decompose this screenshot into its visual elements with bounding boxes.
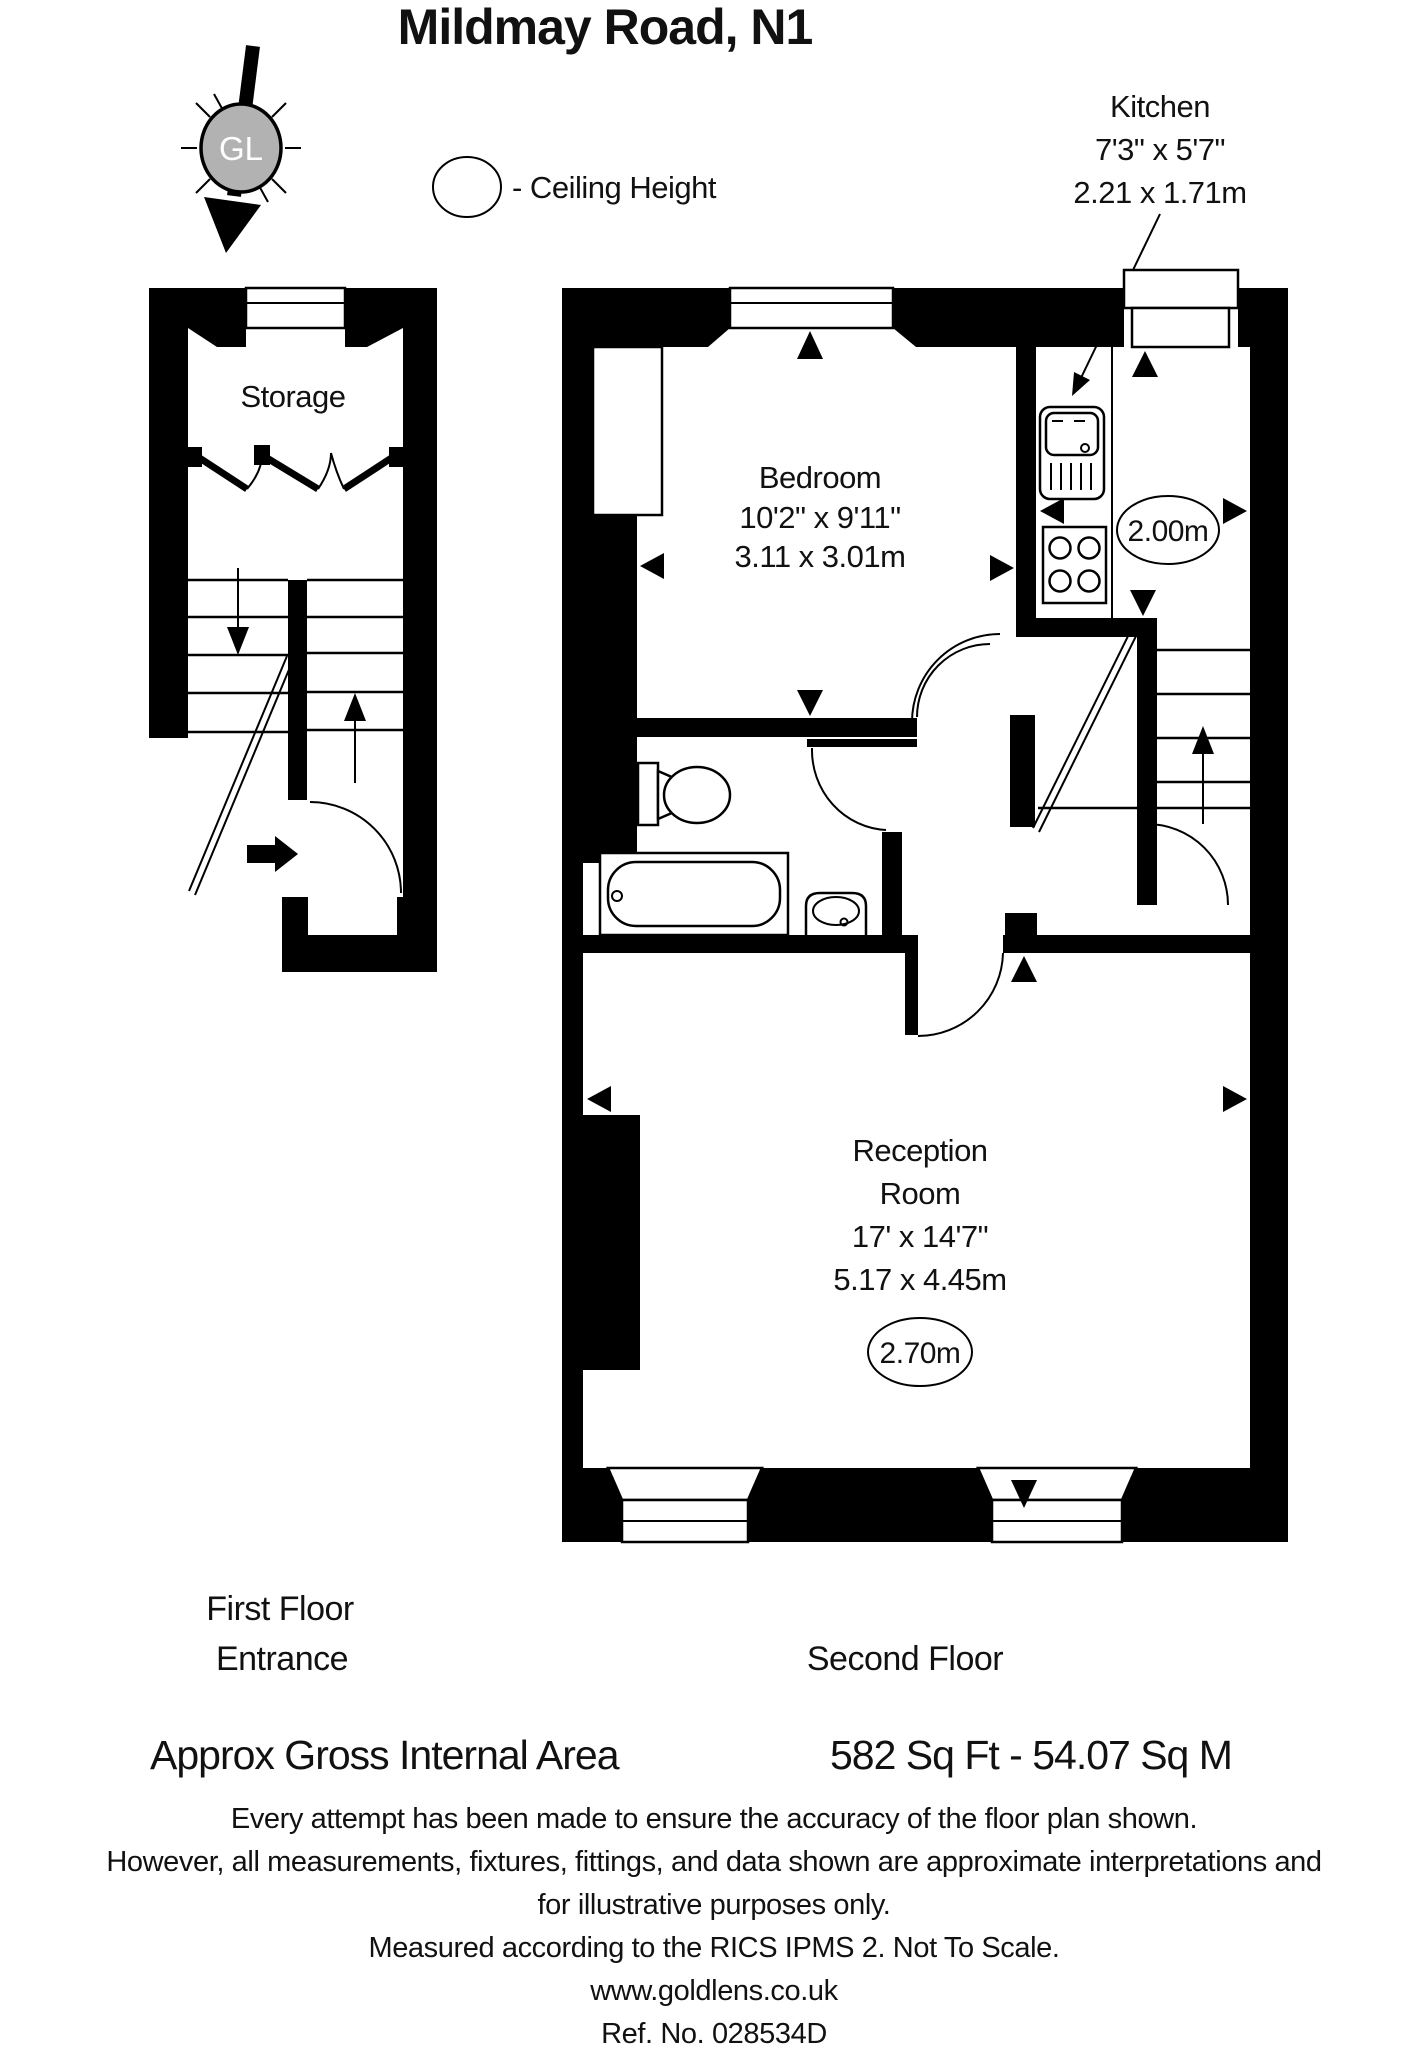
stairs-bottom-door-arc <box>1147 824 1228 905</box>
sf-alcove-back-wall <box>583 347 593 515</box>
disclaimer-line-1: Every attempt has been made to ensure the accuracy of the floor plan shown. <box>230 1803 1198 1835</box>
bedroom-window <box>730 288 893 328</box>
ff-storage-doors <box>188 445 403 489</box>
reception-ceiling-height <box>868 1318 972 1386</box>
reception-ceiling-value: 2.70m <box>879 1337 961 1370</box>
gross-area-label: Approx Gross Internal Area <box>150 1732 619 1778</box>
ff-entrance-door-arc <box>310 802 401 893</box>
compass-arrow-head-icon <box>204 197 261 253</box>
kitchen-size-imperial: 7'3" x 5'7" <box>1094 132 1226 167</box>
first-floor-label: First Floor <box>206 1590 354 1628</box>
reception-window-right <box>978 1468 1136 1542</box>
kitchen-hob-icon <box>1043 527 1106 603</box>
sf-reception-north-wall-right <box>1003 935 1288 953</box>
ceiling-height-legend-label: - Ceiling Height <box>512 170 716 205</box>
ff-stairs-up-arrow-icon <box>344 693 366 783</box>
storage-label: Storage <box>240 379 346 414</box>
bathtub-icon <box>600 853 788 935</box>
ceiling-height-oval-icon <box>433 157 501 217</box>
reception-door-arc <box>918 953 1003 1036</box>
first-floor-entrance-label: Entrance <box>215 1640 349 1678</box>
toilet-icon <box>638 763 730 825</box>
logo-text: GL <box>218 130 264 167</box>
sf-stairs-up-arrow-icon <box>1192 726 1214 824</box>
disclaimer-line-2: However, all measurements, fixtures, fittings, and data shown are approximate interpretations and <box>106 1846 1322 1878</box>
ff-right-wall <box>403 288 437 972</box>
website-label: www.goldlens.co.uk <box>590 1975 838 2007</box>
reception-window-left <box>608 1468 762 1542</box>
page-title: Mildmay Road, N1 <box>397 0 813 55</box>
disclaimer-line-4: Measured according to the RICS IPMS 2. Not To Scale. <box>368 1932 1060 1964</box>
kitchen-name: Kitchen <box>1110 89 1210 124</box>
kitchen-leader-arrow-icon <box>1072 372 1090 396</box>
ff-splay-left <box>188 328 246 347</box>
gross-area-value: 582 Sq Ft - 54.07 Sq M <box>830 1732 1232 1778</box>
sf-chimney-bathroom <box>583 515 637 863</box>
sf-landing-stub-wall <box>1010 715 1035 827</box>
bedroom-size-imperial: 10'2" x 9'11" <box>739 500 901 535</box>
kitchen-ceiling-height <box>1117 496 1219 564</box>
ff-storage-window <box>246 288 345 328</box>
kitchen-door-arc <box>912 634 1000 722</box>
first-floor-plan <box>149 288 437 972</box>
disclaimer-line-3: for illustrative purposes only. <box>537 1889 891 1921</box>
sf-bathroom-east-wall <box>882 832 902 935</box>
reception-label <box>833 1133 1006 1297</box>
sf-stair-divider-wall <box>1137 637 1157 905</box>
sf-stair-rail <box>1033 622 1141 832</box>
second-floor-label: Second Floor <box>806 1640 1004 1678</box>
bathroom-door-arc <box>812 748 886 830</box>
sf-top-wall-mid <box>893 288 1124 347</box>
reception-size-metric: 5.17 x 4.45m <box>833 1262 1007 1297</box>
sf-bedroom-south-wall <box>637 718 917 737</box>
sf-bathroom-jamb <box>807 739 917 747</box>
sf-bedroom-kitchen-wall <box>1016 347 1036 618</box>
reception-size-imperial: 17' x 14'7" <box>851 1219 989 1254</box>
ff-splay-right <box>345 328 403 347</box>
sf-left-wall <box>562 288 583 1542</box>
kitchen-window <box>1124 270 1238 347</box>
sf-top-wall-left <box>562 288 730 347</box>
kitchen-sink-icon <box>1040 407 1104 499</box>
basin-icon <box>806 893 866 935</box>
reception-name1: Reception <box>852 1133 988 1168</box>
sf-reception-door-leaf <box>905 953 918 1035</box>
kitchen-ceiling-value: 2.00m <box>1127 515 1209 548</box>
second-floor-plan <box>562 270 1288 1542</box>
sf-reception-north-wall-left <box>582 935 918 953</box>
ff-stair-divider-wall <box>288 580 307 800</box>
sf-landing-stub-wall2 <box>1005 913 1037 935</box>
gl-compass-logo <box>181 46 301 253</box>
entrance-arrow-icon <box>247 836 298 872</box>
reference-number: Ref. No. 028534D <box>601 2018 827 2048</box>
ff-entrance-doorway <box>308 897 397 935</box>
bedroom-alcove <box>593 347 662 515</box>
bedroom-size-metric: 3.11 x 3.01m <box>734 539 906 574</box>
sf-right-wall <box>1250 288 1288 1542</box>
kitchen-label <box>1072 89 1247 396</box>
bedroom-label <box>735 460 906 574</box>
bedroom-door-arc <box>917 644 990 717</box>
ff-left-wall <box>149 288 188 738</box>
kitchen-size-metric: 2.21 x 1.71m <box>1073 175 1247 210</box>
bedroom-name: Bedroom <box>758 460 882 495</box>
ff-top-wall-left <box>149 288 246 328</box>
sf-chimney-reception <box>582 1115 640 1370</box>
ceiling-height-legend <box>433 157 717 217</box>
reception-name2: Room <box>879 1176 961 1211</box>
